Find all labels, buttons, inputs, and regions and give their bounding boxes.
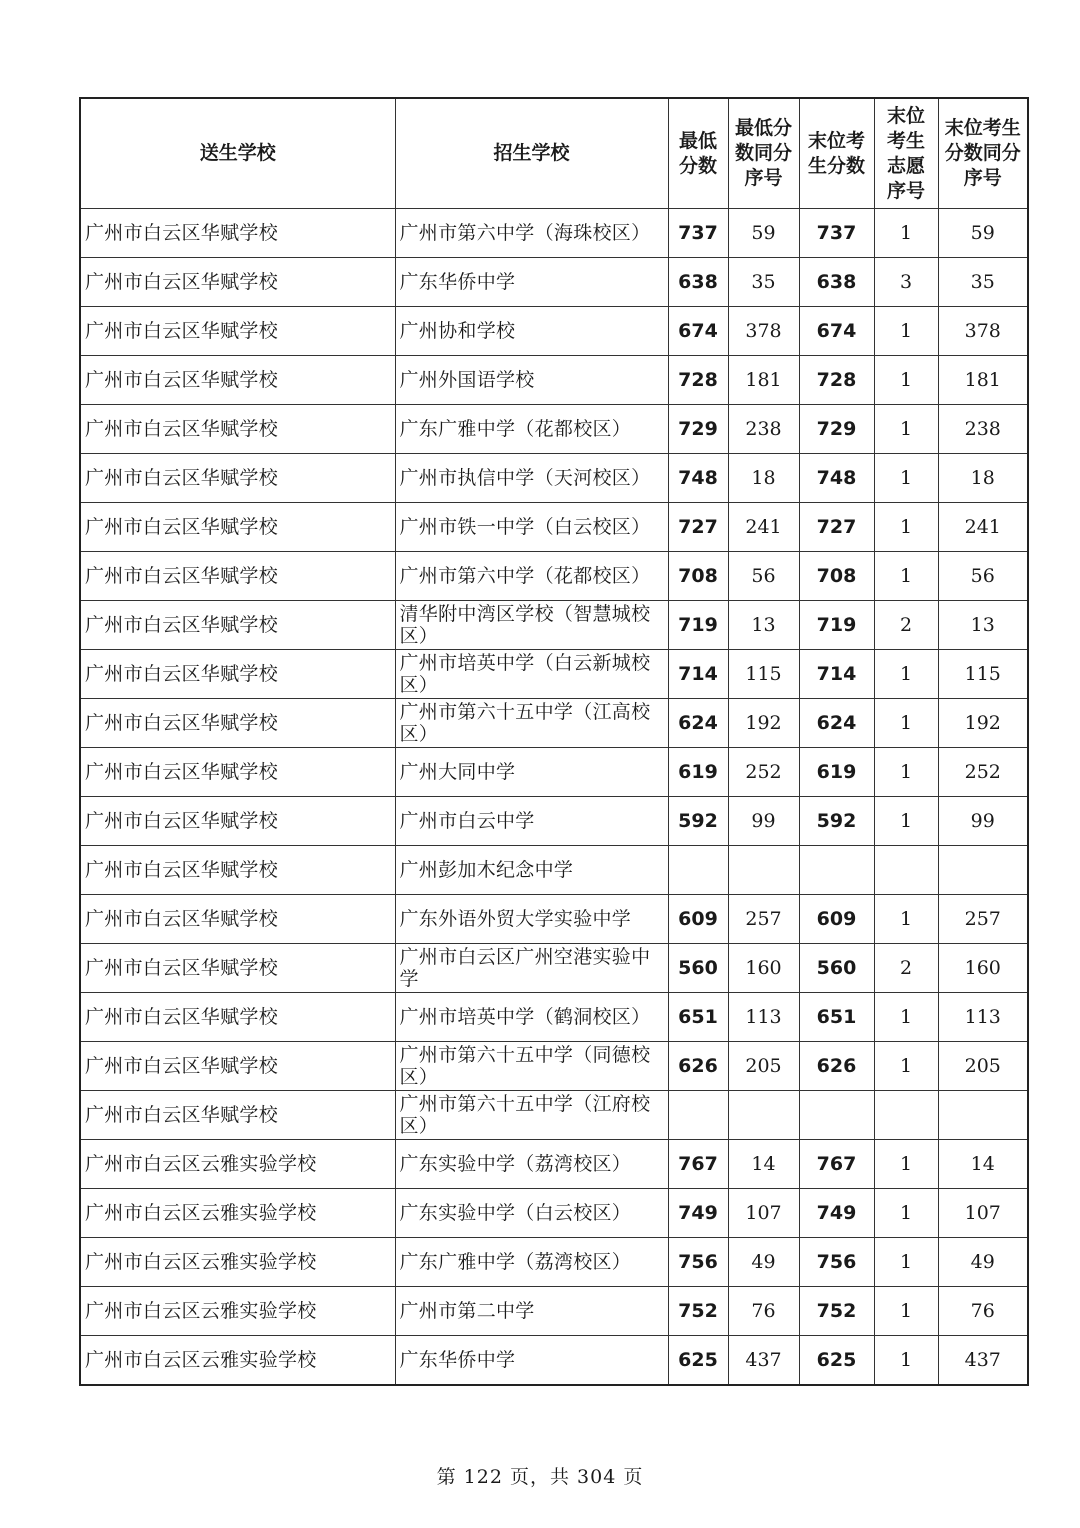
last-score-rank-cell: 76 (938, 1287, 1028, 1336)
last-score-rank-cell: 18 (938, 454, 1028, 503)
sender-school-cell: 广州市白云区华赋学校 (80, 1091, 395, 1140)
last-score-cell: 674 (799, 307, 874, 356)
last-choice-cell: 1 (874, 1238, 938, 1287)
table-row (80, 1189, 1028, 1238)
last-score-cell: 560 (799, 944, 874, 993)
min-score-cell: 752 (668, 1287, 728, 1336)
table-row (80, 944, 1028, 993)
header-recruit-school: 招生学校 (395, 98, 668, 209)
min-score-rank-cell: 18 (728, 454, 799, 503)
min-score-cell: 727 (668, 503, 728, 552)
min-score-cell: 767 (668, 1140, 728, 1189)
sender-school-cell: 广州市白云区华赋学校 (80, 699, 395, 748)
min-score-cell: 714 (668, 650, 728, 699)
sender-school-cell: 广州市白云区华赋学校 (80, 797, 395, 846)
last-score-rank-cell: 205 (938, 1042, 1028, 1091)
last-choice-cell: 2 (874, 944, 938, 993)
last-choice-cell: 2 (874, 601, 938, 650)
sender-school-cell: 广州市白云区华赋学校 (80, 454, 395, 503)
table-row (80, 846, 1028, 895)
min-score-cell: 560 (668, 944, 728, 993)
table-row (80, 993, 1028, 1042)
header-min-score-rank: 最低分数同分序号 (728, 98, 799, 209)
last-score-rank-cell: 181 (938, 356, 1028, 405)
recruit-school-cell: 广州市白云中学 (395, 797, 668, 846)
min-score-cell: 625 (668, 1336, 728, 1386)
sender-school-cell: 广州市白云区华赋学校 (80, 601, 395, 650)
min-score-rank-cell (728, 1091, 799, 1140)
last-score-rank-cell: 437 (938, 1336, 1028, 1386)
last-score-cell: 651 (799, 993, 874, 1042)
last-score-cell: 727 (799, 503, 874, 552)
recruit-school-cell: 广州市第二中学 (395, 1287, 668, 1336)
last-choice-cell: 1 (874, 1140, 938, 1189)
min-score-rank-cell: 99 (728, 797, 799, 846)
table-row (80, 748, 1028, 797)
last-score-cell: 609 (799, 895, 874, 944)
sender-school-cell: 广州市白云区云雅实验学校 (80, 1140, 395, 1189)
recruit-school-cell: 广州市白云区广州空港实验中学 (395, 944, 668, 993)
last-choice-cell: 1 (874, 1336, 938, 1386)
last-score-cell: 638 (799, 258, 874, 307)
last-score-rank-cell: 49 (938, 1238, 1028, 1287)
min-score-cell: 737 (668, 209, 728, 258)
min-score-cell: 651 (668, 993, 728, 1042)
last-score-rank-cell: 59 (938, 209, 1028, 258)
sender-school-cell: 广州市白云区华赋学校 (80, 748, 395, 797)
sender-school-cell: 广州市白云区云雅实验学校 (80, 1189, 395, 1238)
min-score-rank-cell: 115 (728, 650, 799, 699)
min-score-rank-cell: 59 (728, 209, 799, 258)
recruit-school-cell: 广州大同中学 (395, 748, 668, 797)
sender-school-cell: 广州市白云区华赋学校 (80, 944, 395, 993)
min-score-rank-cell: 76 (728, 1287, 799, 1336)
last-score-cell: 626 (799, 1042, 874, 1091)
page-number: 第 122 页，共 304 页 (436, 1466, 644, 1488)
last-score-rank-cell: 115 (938, 650, 1028, 699)
table-row (80, 1042, 1028, 1091)
last-choice-cell: 1 (874, 405, 938, 454)
min-score-rank-cell: 56 (728, 552, 799, 601)
last-score-cell (799, 1091, 874, 1140)
table-row (80, 454, 1028, 503)
header-last-score: 末位考生分数 (799, 98, 874, 209)
last-score-cell: 748 (799, 454, 874, 503)
min-score-cell: 749 (668, 1189, 728, 1238)
last-choice-cell: 1 (874, 993, 938, 1042)
min-score-cell: 756 (668, 1238, 728, 1287)
last-score-rank-cell: 14 (938, 1140, 1028, 1189)
table-row (80, 552, 1028, 601)
sender-school-cell: 广州市白云区华赋学校 (80, 356, 395, 405)
last-choice-cell: 1 (874, 1042, 938, 1091)
last-score-rank-cell: 241 (938, 503, 1028, 552)
last-score-cell: 714 (799, 650, 874, 699)
sender-school-cell: 广州市白云区华赋学校 (80, 209, 395, 258)
last-choice-cell: 1 (874, 1287, 938, 1336)
last-choice-cell: 1 (874, 307, 938, 356)
last-score-cell (799, 846, 874, 895)
min-score-rank-cell: 49 (728, 1238, 799, 1287)
recruit-school-cell: 广东实验中学（白云校区） (395, 1189, 668, 1238)
sender-school-cell: 广州市白云区华赋学校 (80, 993, 395, 1042)
sender-school-cell: 广州市白云区华赋学校 (80, 503, 395, 552)
min-score-rank-cell: 241 (728, 503, 799, 552)
last-score-cell: 624 (799, 699, 874, 748)
min-score-rank-cell: 13 (728, 601, 799, 650)
last-choice-cell: 1 (874, 797, 938, 846)
min-score-cell: 592 (668, 797, 728, 846)
recruit-school-cell: 清华附中湾区学校（智慧城校区） (395, 601, 668, 650)
recruit-school-cell: 广东广雅中学（花都校区） (395, 405, 668, 454)
table-row (80, 601, 1028, 650)
last-choice-cell: 1 (874, 895, 938, 944)
last-choice-cell: 1 (874, 650, 938, 699)
recruit-school-cell: 广州市第六十五中学（江高校区） (395, 699, 668, 748)
sender-school-cell: 广州市白云区华赋学校 (80, 650, 395, 699)
last-score-rank-cell: 378 (938, 307, 1028, 356)
min-score-cell: 719 (668, 601, 728, 650)
sender-school-cell: 广州市白云区华赋学校 (80, 1042, 395, 1091)
table-row (80, 1336, 1028, 1386)
min-score-cell: 674 (668, 307, 728, 356)
min-score-rank-cell: 14 (728, 1140, 799, 1189)
min-score-rank-cell: 35 (728, 258, 799, 307)
min-score-rank-cell: 252 (728, 748, 799, 797)
min-score-cell: 708 (668, 552, 728, 601)
last-choice-cell: 1 (874, 209, 938, 258)
recruit-school-cell: 广东广雅中学（荔湾校区） (395, 1238, 668, 1287)
last-score-cell: 756 (799, 1238, 874, 1287)
min-score-cell: 626 (668, 1042, 728, 1091)
sender-school-cell: 广州市白云区华赋学校 (80, 895, 395, 944)
table-row (80, 699, 1028, 748)
recruit-school-cell: 广州市培英中学（白云新城校区） (395, 650, 668, 699)
min-score-cell: 748 (668, 454, 728, 503)
last-score-rank-cell: 252 (938, 748, 1028, 797)
recruit-school-cell: 广州市第六中学（海珠校区） (395, 209, 668, 258)
last-choice-cell (874, 1091, 938, 1140)
sender-school-cell: 广州市白云区华赋学校 (80, 552, 395, 601)
min-score-rank-cell: 192 (728, 699, 799, 748)
table-row (80, 650, 1028, 699)
table-row (80, 356, 1028, 405)
last-score-cell: 749 (799, 1189, 874, 1238)
recruit-school-cell: 广州市第六十五中学（同德校区） (395, 1042, 668, 1091)
recruit-school-cell: 广州彭加木纪念中学 (395, 846, 668, 895)
last-choice-cell: 1 (874, 356, 938, 405)
last-score-cell: 719 (799, 601, 874, 650)
min-score-rank-cell: 160 (728, 944, 799, 993)
last-choice-cell: 1 (874, 552, 938, 601)
last-score-rank-cell: 107 (938, 1189, 1028, 1238)
table-row (80, 1238, 1028, 1287)
last-score-rank-cell (938, 1091, 1028, 1140)
recruit-school-cell: 广州市第六中学（花都校区） (395, 552, 668, 601)
header-last-score-rank: 末位考生分数同分序号 (938, 98, 1028, 209)
table-row (80, 1287, 1028, 1336)
min-score-cell: 728 (668, 356, 728, 405)
recruit-school-cell: 广州市执信中学（天河校区） (395, 454, 668, 503)
sender-school-cell: 广州市白云区云雅实验学校 (80, 1287, 395, 1336)
admission-table (79, 97, 1029, 1386)
table-row (80, 307, 1028, 356)
last-score-cell: 752 (799, 1287, 874, 1336)
last-score-rank-cell: 257 (938, 895, 1028, 944)
sender-school-cell: 广州市白云区云雅实验学校 (80, 1336, 395, 1386)
table-body (80, 209, 1028, 1386)
min-score-rank-cell: 181 (728, 356, 799, 405)
recruit-school-cell: 广东外语外贸大学实验中学 (395, 895, 668, 944)
min-score-cell: 624 (668, 699, 728, 748)
table-header (80, 98, 1028, 209)
last-score-rank-cell: 160 (938, 944, 1028, 993)
last-score-cell: 625 (799, 1336, 874, 1386)
last-score-rank-cell: 192 (938, 699, 1028, 748)
sender-school-cell: 广州市白云区华赋学校 (80, 405, 395, 454)
last-score-rank-cell: 99 (938, 797, 1028, 846)
header-min-score: 最低分数 (668, 98, 728, 209)
last-score-cell: 708 (799, 552, 874, 601)
last-choice-cell: 1 (874, 699, 938, 748)
recruit-school-cell: 广州市铁一中学（白云校区） (395, 503, 668, 552)
table-row (80, 895, 1028, 944)
last-score-cell: 728 (799, 356, 874, 405)
table-row (80, 258, 1028, 307)
last-score-rank-cell: 238 (938, 405, 1028, 454)
sender-school-cell: 广州市白云区华赋学校 (80, 307, 395, 356)
last-choice-cell: 1 (874, 454, 938, 503)
min-score-rank-cell: 113 (728, 993, 799, 1042)
sender-school-cell: 广州市白云区华赋学校 (80, 846, 395, 895)
table-row (80, 405, 1028, 454)
last-choice-cell: 3 (874, 258, 938, 307)
last-score-rank-cell: 35 (938, 258, 1028, 307)
last-score-cell: 767 (799, 1140, 874, 1189)
sender-school-cell: 广州市白云区云雅实验学校 (80, 1238, 395, 1287)
last-score-cell: 729 (799, 405, 874, 454)
min-score-cell: 729 (668, 405, 728, 454)
last-choice-cell (874, 846, 938, 895)
last-choice-cell: 1 (874, 748, 938, 797)
min-score-rank-cell: 205 (728, 1042, 799, 1091)
last-score-rank-cell: 56 (938, 552, 1028, 601)
min-score-rank-cell: 437 (728, 1336, 799, 1386)
recruit-school-cell: 广州协和学校 (395, 307, 668, 356)
table-row (80, 1091, 1028, 1140)
recruit-school-cell: 广州市第六十五中学（江府校区） (395, 1091, 668, 1140)
min-score-rank-cell: 238 (728, 405, 799, 454)
last-choice-cell: 1 (874, 503, 938, 552)
last-score-rank-cell: 13 (938, 601, 1028, 650)
min-score-rank-cell: 257 (728, 895, 799, 944)
table-row (80, 1140, 1028, 1189)
last-score-rank-cell (938, 846, 1028, 895)
min-score-cell: 619 (668, 748, 728, 797)
sender-school-cell: 广州市白云区华赋学校 (80, 258, 395, 307)
min-score-rank-cell (728, 846, 799, 895)
min-score-rank-cell: 378 (728, 307, 799, 356)
recruit-school-cell: 广东华侨中学 (395, 1336, 668, 1386)
recruit-school-cell: 广州市培英中学（鹤洞校区） (395, 993, 668, 1042)
table-row (80, 209, 1028, 258)
last-score-cell: 737 (799, 209, 874, 258)
recruit-school-cell: 广州外国语学校 (395, 356, 668, 405)
table-row (80, 797, 1028, 846)
header-last-choice: 末位考生志愿序号 (874, 98, 938, 209)
recruit-school-cell: 广东华侨中学 (395, 258, 668, 307)
min-score-cell: 609 (668, 895, 728, 944)
last-score-rank-cell: 113 (938, 993, 1028, 1042)
header-sender-school: 送生学校 (80, 98, 395, 209)
last-score-cell: 592 (799, 797, 874, 846)
last-score-cell: 619 (799, 748, 874, 797)
min-score-cell (668, 1091, 728, 1140)
last-choice-cell: 1 (874, 1189, 938, 1238)
table-row (80, 503, 1028, 552)
min-score-cell: 638 (668, 258, 728, 307)
recruit-school-cell: 广东实验中学（荔湾校区） (395, 1140, 668, 1189)
min-score-rank-cell: 107 (728, 1189, 799, 1238)
min-score-cell (668, 846, 728, 895)
